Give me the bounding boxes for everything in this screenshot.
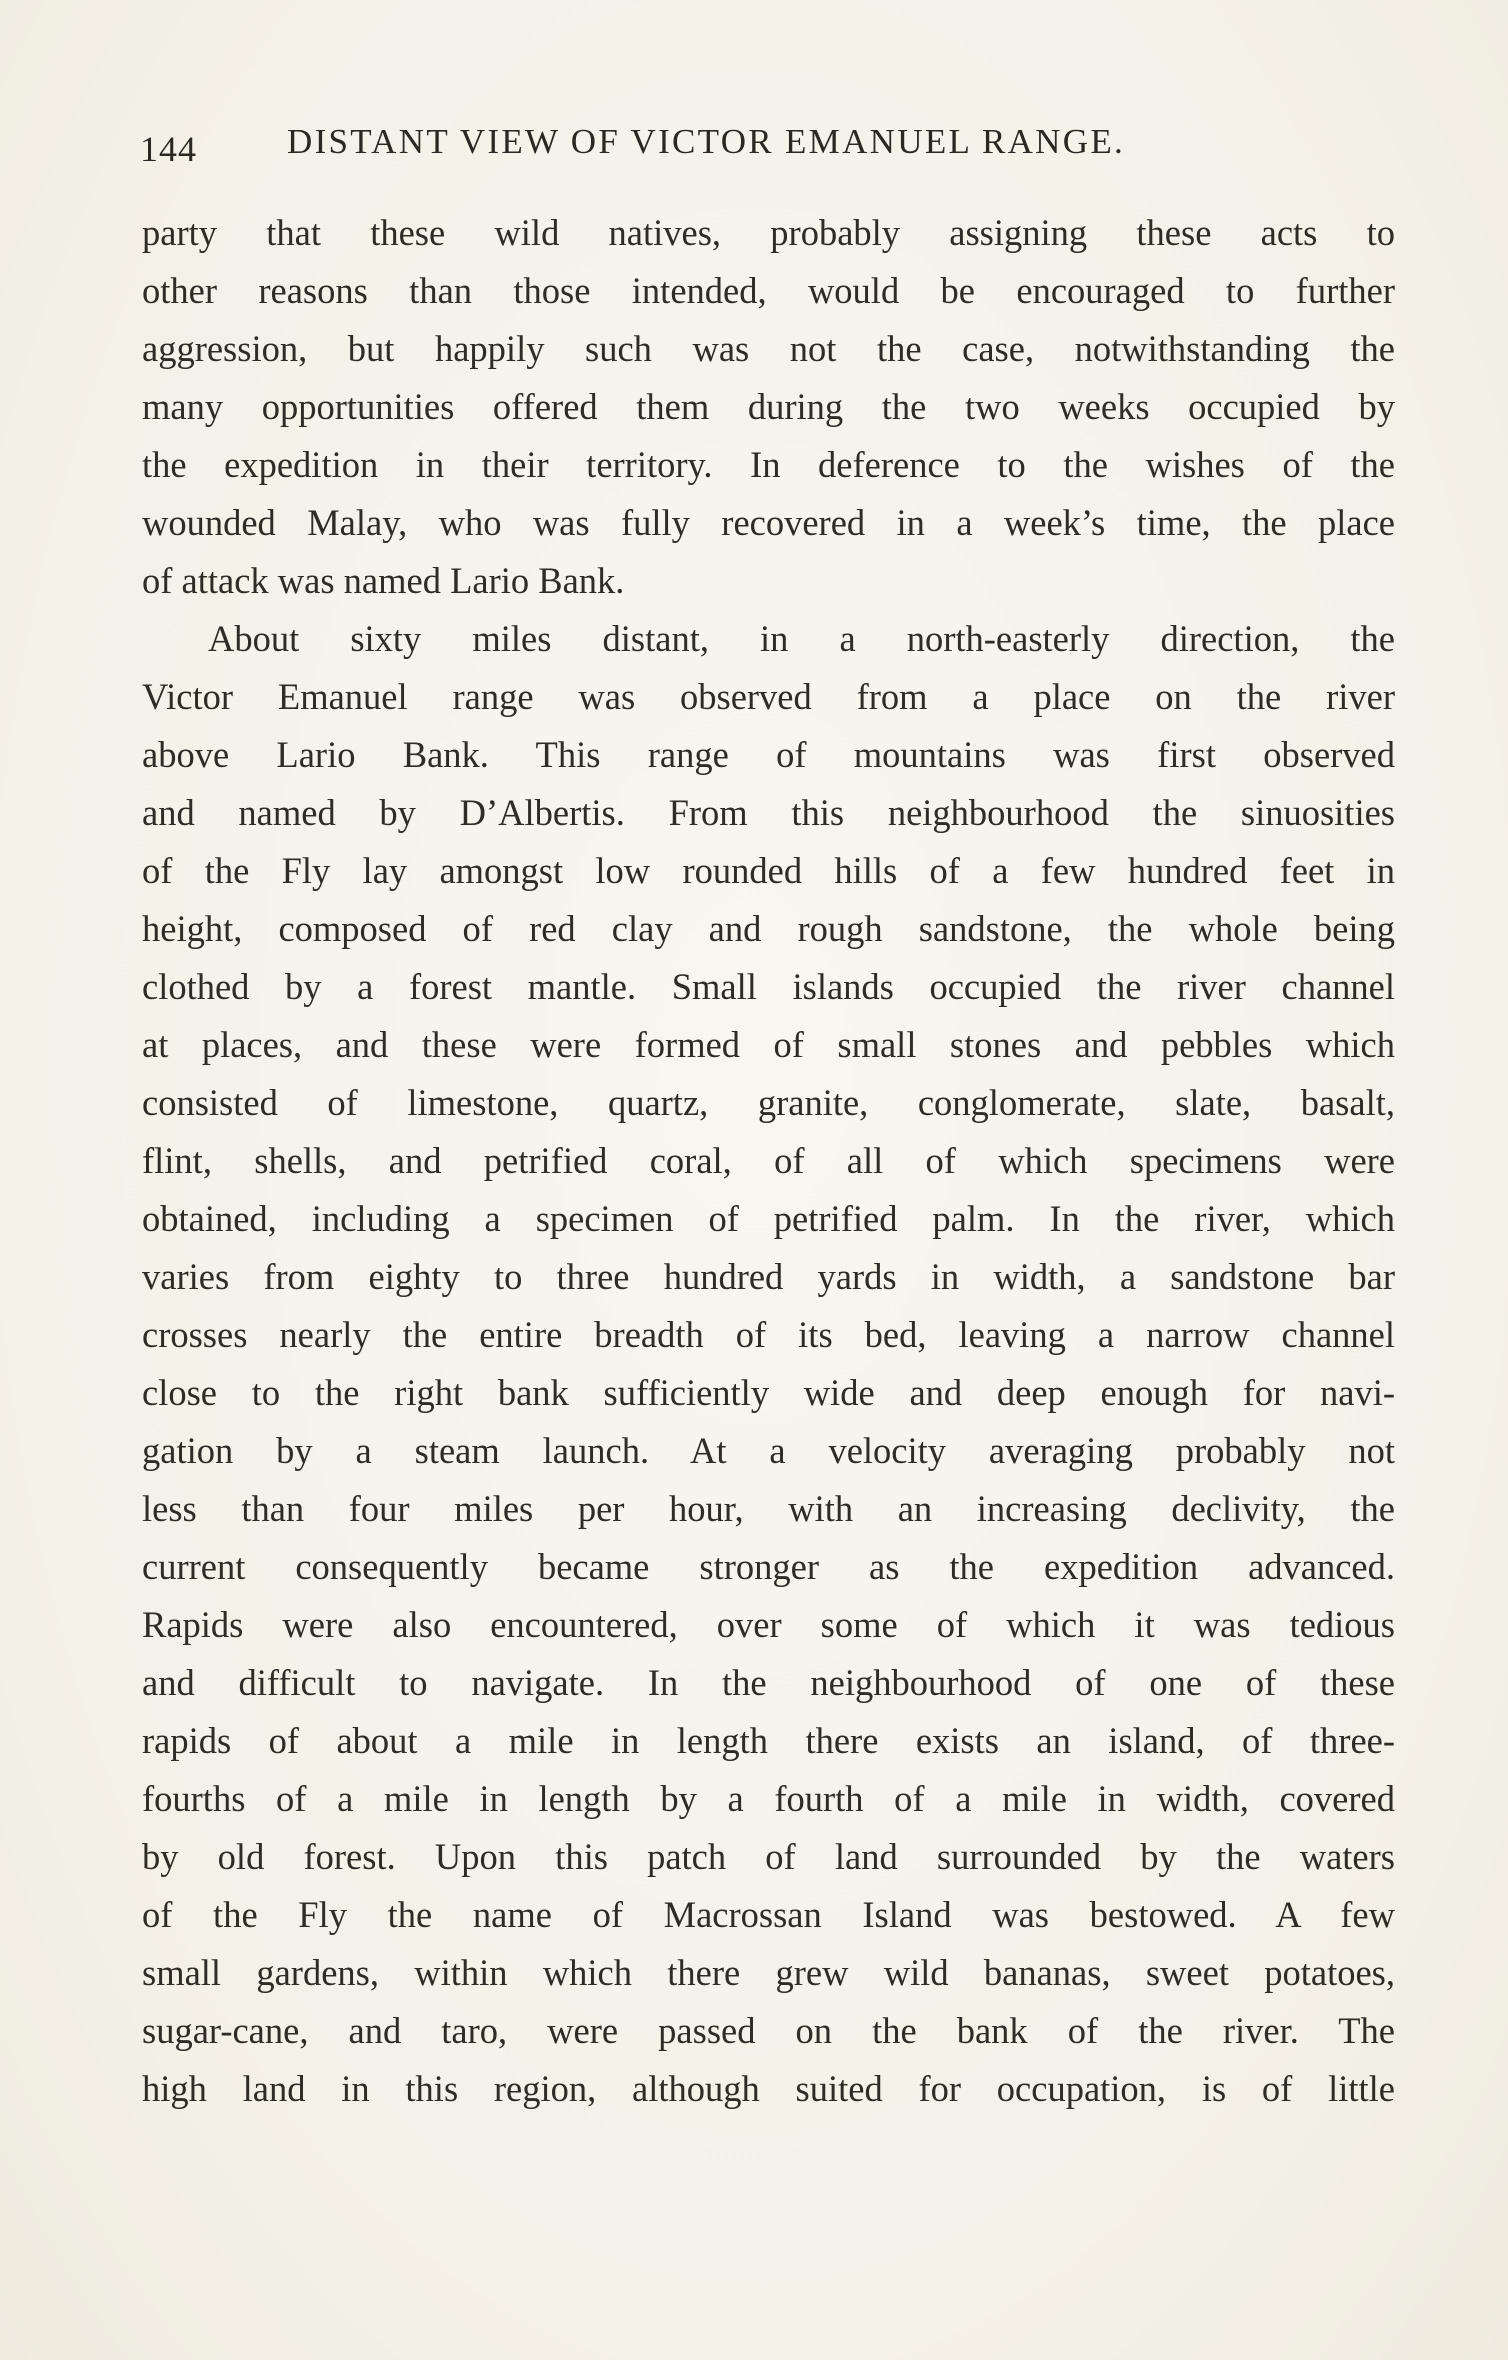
text-line: clothed by a forest mantle. Small islands occupied the river channel — [142, 966, 1395, 1007]
text-line: by old forest. Upon this patch of land surrounded by the waters — [142, 1836, 1395, 1877]
text-line: gation by a steam launch. At a velocity averaging probably not — [142, 1430, 1395, 1471]
paragraph-2 — [142, 610, 1395, 2118]
text-line: and named by D’Albertis. From this neighbourhood the sinuosities — [142, 792, 1395, 833]
text-line: high land in this region, although suited for occupation, is of little — [142, 2068, 1395, 2109]
text-line: small gardens, within which there grew wild bananas, sweet potatoes, — [142, 1952, 1395, 1993]
text-line: flint, shells, and petrified coral, of all of which specimens were — [142, 1140, 1395, 1181]
text-line: and difficult to navigate. In the neighbourhood of one of these — [142, 1662, 1395, 1703]
text-line: at places, and these were formed of small stones and pebbles which — [142, 1024, 1395, 1065]
page-number: 144 — [140, 129, 197, 169]
text-line: of attack was named Lario Bank. — [142, 560, 625, 601]
text-line: fourths of a mile in length by a fourth of a mile in width, covered — [142, 1778, 1395, 1819]
text-line: obtained, including a specimen of petrified palm. In the river, which — [142, 1198, 1395, 1239]
text-line: above Lario Bank. This range of mountains was first observed — [142, 734, 1395, 775]
text-line: many opportunities offered them during the two weeks occupied by — [142, 386, 1395, 427]
body-text — [142, 204, 1395, 2118]
text-line: About sixty miles distant, in a north-easterly direction, the — [208, 618, 1395, 659]
text-line: of the Fly lay amongst low rounded hills of a few hundred feet in — [142, 850, 1395, 891]
page-header — [140, 122, 1400, 172]
text-line: wounded Malay, who was fully recovered in a week’s time, the place — [142, 502, 1395, 543]
text-line: sugar-cane, and taro, were passed on the bank of the river. The — [142, 2010, 1395, 2051]
text-line: height, composed of red clay and rough sandstone, the whole being — [142, 908, 1395, 949]
text-line: other reasons than those intended, would be encouraged to further — [142, 270, 1395, 311]
text-line: varies from eighty to three hundred yards in width, a sandstone bar — [142, 1256, 1395, 1297]
text-line: less than four miles per hour, with an increasing declivity, the — [142, 1488, 1395, 1529]
text-line: consisted of limestone, quartz, granite, conglomerate, slate, basalt, — [142, 1082, 1395, 1123]
text-line: Rapids were also encountered, over some of which it was tedious — [142, 1604, 1395, 1645]
text-line: rapids of about a mile in length there exists an island, of three- — [142, 1720, 1395, 1761]
text-line: party that these wild natives, probably assigning these acts to — [142, 212, 1395, 253]
text-line: crosses nearly the entire breadth of its bed, leaving a narrow channel — [142, 1314, 1395, 1355]
paragraph-1 — [142, 204, 1395, 610]
text-line: aggression, but happily such was not the case, notwithstanding the — [142, 328, 1395, 369]
text-line: of the Fly the name of Macrossan Island was bestowed. A few — [142, 1894, 1395, 1935]
text-line: current consequently became stronger as the expedition advanced. — [142, 1546, 1395, 1587]
text-line: the expedition in their territory. In deference to the wishes of the — [142, 444, 1395, 485]
running-head: DISTANT VIEW OF VICTOR EMANUEL RANGE. — [287, 122, 1126, 161]
text-line: close to the right bank sufficiently wide and deep enough for navi- — [142, 1372, 1395, 1413]
text-line: Victor Emanuel range was observed from a place on the river — [142, 676, 1395, 717]
